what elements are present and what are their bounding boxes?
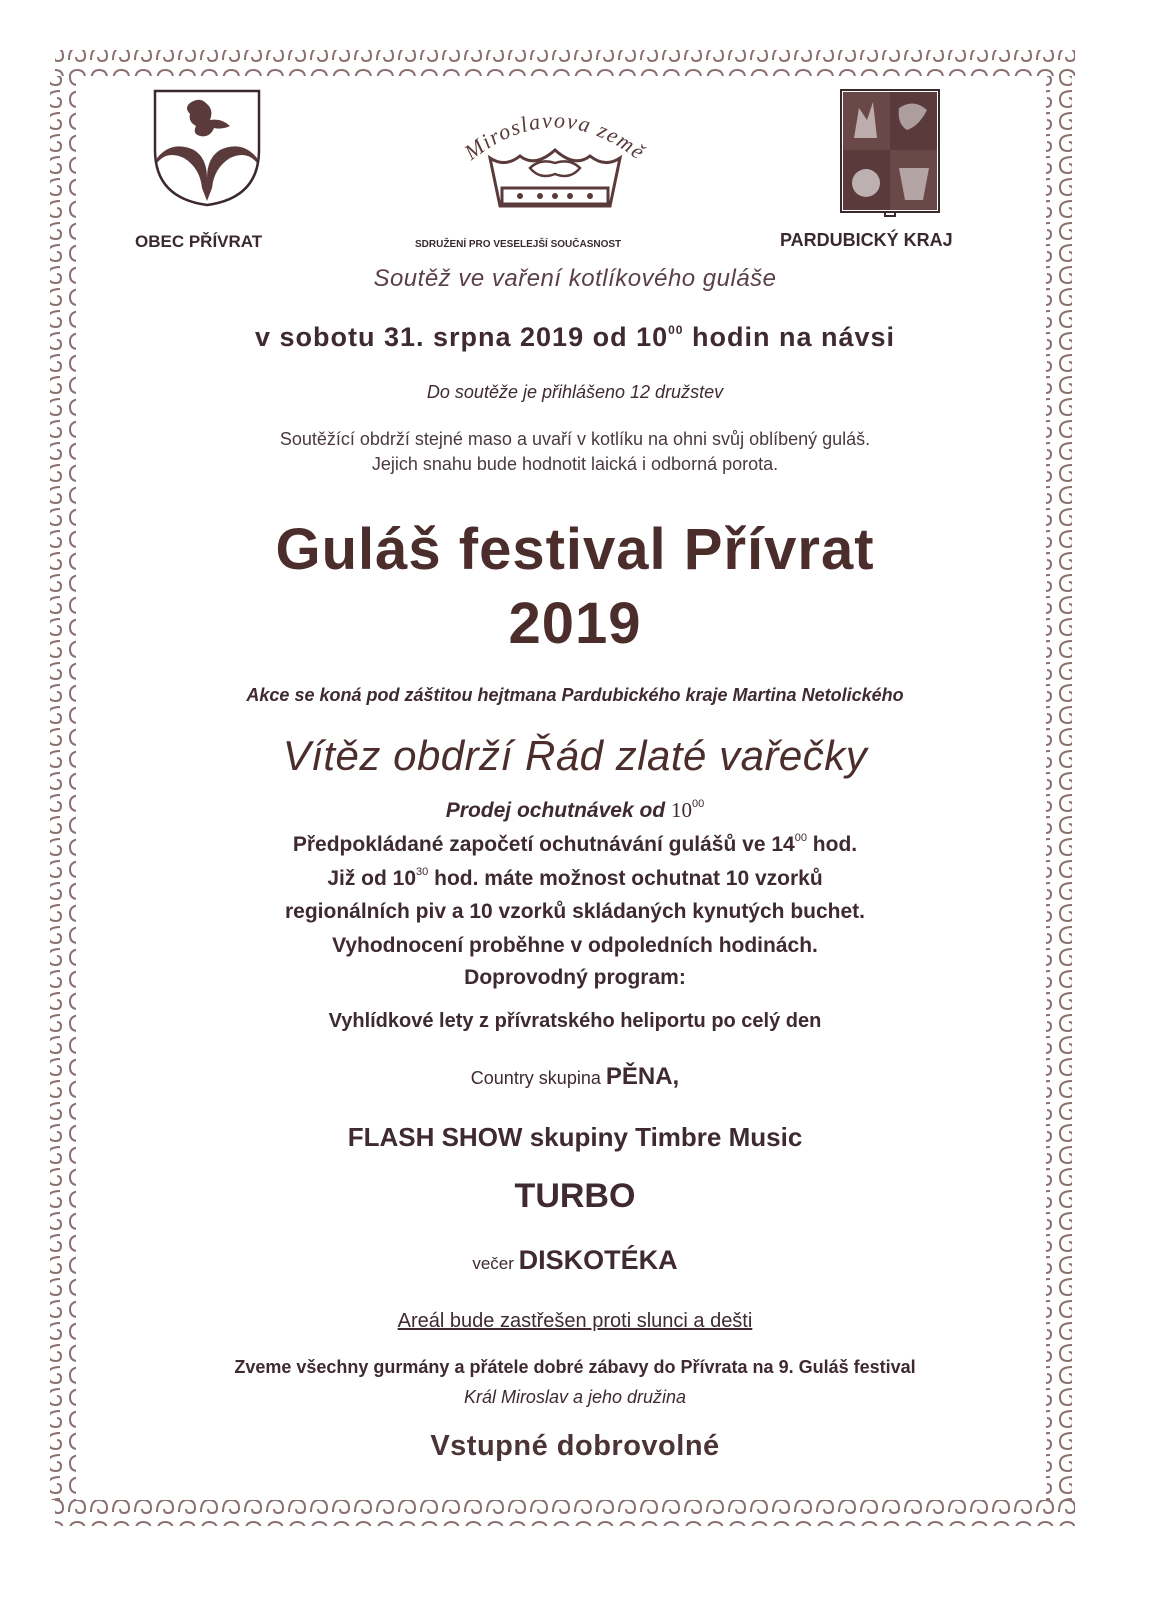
roof-notice: Areál bude zastřešen proti slunci a dešti: [397, 1310, 753, 1332]
intro-line-2: Jejich snahu bude hodnotit laická i odborná porota.: [371, 454, 779, 474]
winner-award: Vítěz obdrží Řád zlaté vařečky: [282, 732, 868, 779]
start-text: Předpokládané započetí ochutnávání gulášů ve 14: [292, 833, 795, 856]
date-minutes: 00: [668, 323, 684, 337]
country-pre: Country skupina: [470, 1068, 606, 1088]
competition-subtitle: Soutěž ve vaření kotlíkového guláše: [373, 265, 777, 292]
festival-year: 2019: [508, 591, 642, 656]
festival-title: Guláš festival Přívrat: [275, 517, 875, 582]
date-end: hodin na návsi: [683, 322, 896, 352]
flash-show: FLASH SHOW skupiny Timbre Music: [347, 1122, 803, 1152]
turbo-band: TURBO: [514, 1177, 636, 1215]
evaluation: Vyhodnocení proběhne v odpoledních hodinách.: [332, 934, 818, 957]
tasting-text: Prodej ochutnávek od: [445, 799, 671, 822]
pardubice-region-coat-of-arms-icon: [839, 88, 941, 218]
intro-line-1: Soutěžící obdrží stejné maso a uvaří v kotlíku na ohni svůj oblíbený guláš.: [279, 429, 871, 449]
tasting-sale: [95, 798, 1055, 823]
beer-pre: Již od 10: [327, 867, 417, 890]
pardubicky-kraj-label: PARDUBICKÝ KRAJ: [780, 230, 953, 250]
admission: Vstupné dobrovolné: [430, 1430, 720, 1462]
association-label: SDRUŽENÍ PRO VESELEJŠÍ SOUČASNOST: [415, 239, 622, 250]
beer-minutes: 30: [416, 866, 429, 878]
evening-disco: [95, 1245, 1055, 1276]
tasting-hour: 10: [670, 798, 692, 822]
accompanying-program: Doprovodný program:: [464, 966, 686, 989]
svg-text:Miroslavova země: [459, 107, 651, 165]
privrat-coat-of-arms-icon: [152, 88, 262, 208]
evening-name: DISKOTÉKA: [518, 1245, 678, 1275]
country-band: [95, 1063, 1055, 1091]
beer-tasting-line-2: regionálních piv a 10 vzorků skládaných kynutých buchet.: [284, 900, 865, 923]
obec-privrat-label: OBEC PŘÍVRAT: [135, 232, 263, 251]
helicopter-flights: Vyhlídkové lety z přívratského heliportu po celý den: [328, 1010, 822, 1032]
invitation: Zveme všechny gurmány a přátele dobré zábavy do Přívrata na 9. Guláš festival: [234, 1357, 916, 1377]
date-main: v sobotu 31. srpna 2019 od 10: [254, 322, 669, 352]
tasting-minutes: 00: [691, 798, 705, 810]
start-minutes: 00: [794, 832, 807, 844]
country-band-name: PĚNA,: [605, 1063, 680, 1090]
registered-teams: Do soutěže je přihlášeno 12 družstev: [426, 382, 724, 402]
patronage: Akce se koná pod záštitou hejtmana Pardubického kraje Martina Netolického: [246, 685, 904, 705]
poster: [95, 80, 1055, 1520]
start-end: hod.: [806, 833, 858, 856]
beer-tasting-line-1: [95, 866, 1055, 891]
logo-text: Miroslavova země: [459, 107, 651, 165]
logo-arc-text: [425, 80, 685, 190]
evening-pre: večer: [472, 1254, 519, 1273]
tasting-start: [95, 832, 1055, 857]
beer-post: hod. máte možnost ochutnat 10 vzorků: [428, 867, 823, 890]
king-signature: Král Miroslav a jeho družina: [463, 1387, 687, 1407]
event-date: [95, 322, 1055, 353]
